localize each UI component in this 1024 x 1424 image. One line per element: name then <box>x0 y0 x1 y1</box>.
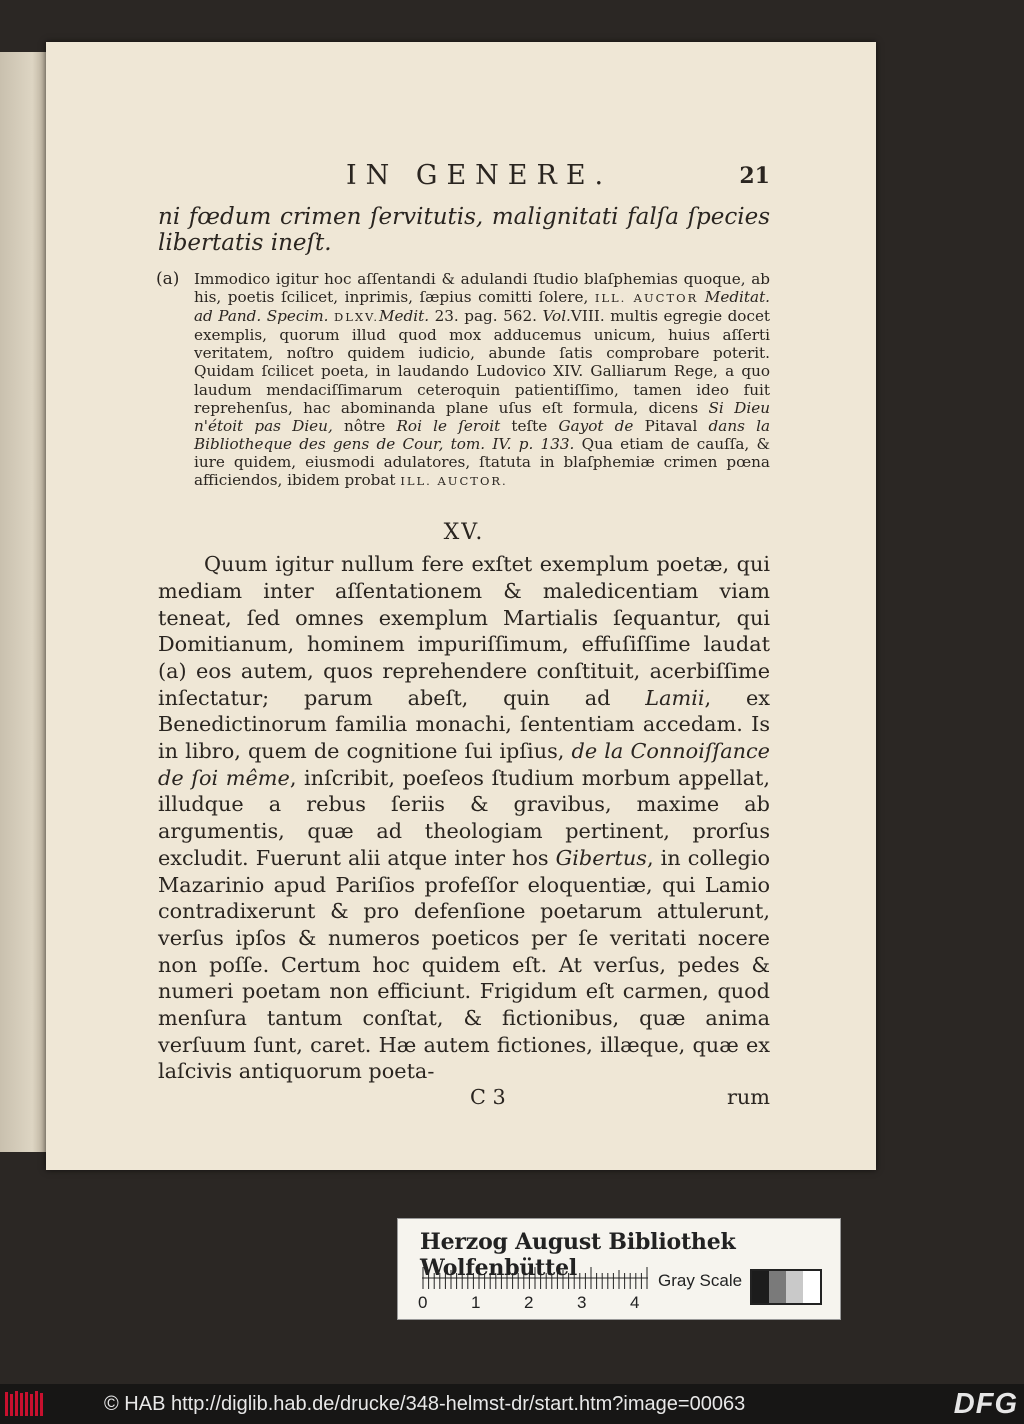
running-title: IN GENERE. <box>346 160 613 191</box>
gray-swatch <box>803 1271 820 1303</box>
continuation-text: ni fœdum crimen ſervitutis, malignitati falſa ſpecies libertatis ineſt. <box>158 204 770 256</box>
signature-mark: C 3 <box>470 1085 506 1110</box>
ruler-number: 0 <box>418 1293 428 1312</box>
footnote-mark: (a) <box>156 269 180 289</box>
gray-swatch <box>769 1271 786 1303</box>
page-text-block <box>158 160 770 1111</box>
ruler-number: 4 <box>630 1293 640 1312</box>
running-head <box>158 160 770 194</box>
book-page <box>46 42 876 1170</box>
catchline <box>158 1085 770 1111</box>
hab-books-icon <box>4 1389 46 1419</box>
previous-page-edge <box>0 52 46 1152</box>
ruler-scale <box>422 1267 648 1289</box>
footnote: (a) Immodico igitur hoc aſſentandi & adulandi ſtudio blaſphemias quoque, ab his, poetis ſcilicet, inprimis, ſæpius comitti ſolere, ILL. AUCTOR Meditat. ad Pand. Specim. DLXV.Medit. 23. pag. 562. Vol.VIII. multis egregie docet exemplis, quorum illud quod mox adducemus unicum, huius aſſerti veritatem, noſtro quidem iudicio, abunde ſatis comprobare poterit. Quidam ſcilicet poeta, in laudando Ludovico XIV. Galliarum Rege, a quo laudum mendaciſſimarum ceteroquin patientiſſimo, tamen ideo fuit reprehenſus, hac abominanda plane uſus eſt formula, dicens Si Dieu n'étoit pas Dieu, nôtre Roi le ſeroit teſte Gayot de Pitaval dans la Bibliotheque des gens de Cour, tom. IV. p. 133. Qua etiam de cauſſa, & iure quidem, eiusmodi adulatores, ſtatuta in blaſphemiæ crimen pœna afficiendos, ibidem probat ILL. AUCTOR. <box>156 269 771 490</box>
ruler-numbers <box>418 1293 648 1313</box>
card-title: Herzog August Bibliothek Wolfenbüttel <box>420 1229 736 1281</box>
footer-bar <box>0 1384 1024 1424</box>
dfg-logo: DFG <box>953 1388 1018 1420</box>
catchword: rum <box>726 1085 770 1110</box>
ruler-number: 2 <box>524 1293 534 1312</box>
gray-swatch <box>752 1271 769 1303</box>
page-number: 21 <box>739 163 770 189</box>
body-paragraph: Quum igitur nullum fere exſtet exemplum poetæ, qui mediam inter aſſentationem & maledicentiam viam teneat, ſed omnes exemplum Martialis ſequantur, qui Domitianum, hominem impuriſſimum, effuſiſſime laudat (a) eos autem, quos reprehendere conſtituit, acerbiſſime inſectatur; parum abeſt, quin ad Lamii, ex Benedictinorum familia monachi, ſententiam accedam. Is in libro, quem de cognitione ſui ipſius, de la Connoiſſance de ſoi même, inſcribit, poeſeos ſtudium morbum appellat, illudque a rebus ſeriis & gravibus, maxime ab argumentis, quæ ad theologiam pertinent, prorſus excludit. Fuerunt alii atque inter hos Gibertus, in collegio Mazarinio apud Pariſios profeſſor eloquentiæ, qui Lamio contradixerunt & pro defenſione poetarum attulerunt, verſus ipſos & numeros poeticos per ſe veritati nocere non poſſe. Certum hoc quidem eſt. At verſus, pedes & numeri poetam non efficiunt. Frigidum eſt carmen, quod menſura tantum conſtat, & fictionibus, quæ anima verſuum ſunt, caret. Hæ autem fictiones, illæque, quæ ex laſcivis antiquorum poeta- <box>158 552 770 1084</box>
gray-scale-label: Gray Scale <box>658 1271 743 1290</box>
section-number: XV. <box>443 520 485 546</box>
ruler-number: 1 <box>471 1293 481 1312</box>
color-calibration-card <box>397 1218 841 1320</box>
gray-scale-swatches <box>750 1269 822 1305</box>
gray-swatch <box>786 1271 803 1303</box>
copyright-url[interactable]: © HAB http://diglib.hab.de/drucke/348-helmst-dr/start.htm?image=00063 <box>104 1393 746 1415</box>
ruler-number: 3 <box>577 1293 587 1312</box>
